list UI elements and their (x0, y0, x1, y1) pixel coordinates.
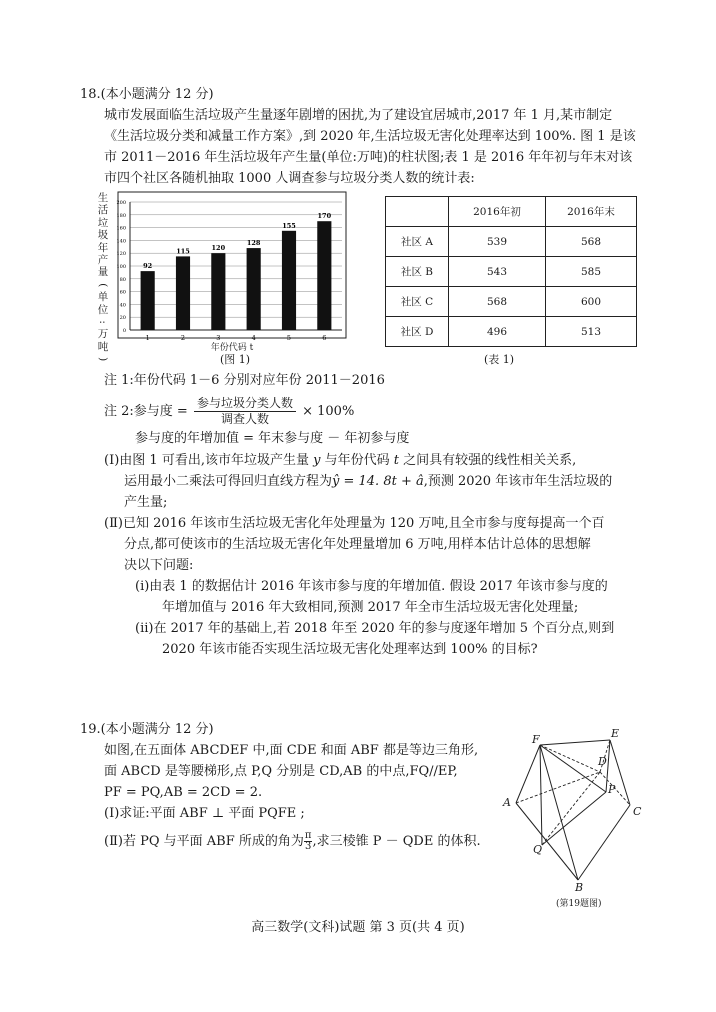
table-cell: 539 (449, 227, 546, 257)
note2-prefix: 注 2:参与度 = (104, 404, 188, 419)
table-cell: 社区 A (386, 227, 449, 257)
y-tick-label: 80 (119, 276, 126, 283)
note1: 注 1:年份代码 1－6 分别对应年份 2011－2016 (104, 373, 385, 388)
bar-data-label: 155 (282, 221, 296, 230)
q18-part1-text: 与年份代码 (320, 453, 394, 468)
edge-BC (578, 805, 630, 880)
edge-FE (540, 740, 610, 745)
label-F: F (532, 733, 540, 746)
bar (247, 248, 261, 330)
q18-part1-text: 之间具有较强的线性相关关系, (398, 453, 577, 468)
bar-data-label: 170 (317, 212, 332, 221)
figure19-caption: (第19题图) (556, 899, 602, 909)
edge-FP (540, 745, 606, 792)
table-row (386, 227, 637, 257)
q19-part1: (Ⅰ)求证:平面 ABF ⊥ 平面 PQFE ; (104, 806, 305, 821)
y-tick-label: 20 (119, 315, 126, 322)
y-tick-label: 120 (116, 251, 126, 258)
q18-header: 18.(本小题满分 12 分) (80, 87, 214, 102)
q19-header: 19.(本小题满分 12 分) (80, 722, 214, 737)
y-tick-label: 140 (116, 238, 126, 245)
x-tick-label: 3 (216, 334, 221, 342)
table1 (385, 196, 637, 347)
label-Q: Q (533, 843, 543, 856)
q18-sub1-line: (ⅰ)由表 1 的数据估计 2016 年该市参与度的年增加值. 假设 2017 年该市参与度的 (135, 579, 608, 594)
q18-part2-line: 决以下问题: (124, 558, 194, 573)
x-tick-label: 5 (286, 334, 292, 342)
label-B: B (575, 881, 584, 894)
table-cell: 2016年初 (449, 197, 546, 227)
bar-chart-figure1 (90, 188, 360, 353)
var-y: y (313, 453, 321, 468)
q18-part1-text: ,预测 2020 年该市年生活垃圾的 (423, 474, 613, 489)
table-cell: 社区 D (386, 317, 449, 347)
q18-part1-text: 运用最小二乘法可得回归直线方程为 (124, 474, 333, 489)
bar (141, 271, 155, 330)
table-row (386, 287, 637, 317)
q18-para-line: 《生活垃圾分类和减量工作方案》,到 2020 年,生活垃圾无害化处理率达到 100%. 图 1 是该 (104, 129, 636, 144)
table-row (386, 257, 637, 287)
bar (176, 256, 190, 330)
q19-line: PF = PQ,AB = 2CD = 2. (104, 785, 263, 800)
bar-data-label: 120 (211, 244, 226, 253)
bar-data-label: 128 (246, 239, 261, 248)
q18-part1-text: (Ⅰ)由图 1 可看出,该市年垃圾产生量 (104, 453, 314, 468)
table-cell: 社区 B (386, 257, 449, 287)
q18-part2-line: (Ⅱ)已知 2016 年该市生活垃圾无害化年处理量为 120 万吨,且全市参与度每提高一个百 (104, 516, 605, 531)
y-tick-label: 200 (116, 200, 126, 206)
note2 (104, 396, 354, 428)
page-footer: 高三数学(文科)试题 第 3 页(共 4 页) (251, 920, 465, 935)
q19-part2-text: ,求三棱锥 P － QDE 的体积. (312, 834, 481, 849)
edge-FQ (540, 745, 542, 845)
table1-caption: (表 1) (484, 353, 515, 366)
q18-para-line: 城市发展面临生活垃圾产生量逐年剧增的困扰,为了建设宜居城市,2017 年 1 月,某市制定 (104, 108, 613, 123)
table-cell: 600 (546, 287, 637, 317)
note2-numerator: 参与垃圾分类人数 (194, 396, 296, 412)
note3: 参与度的年增加值 = 年末参与度 － 年初参与度 (135, 431, 410, 446)
q18-para-line: 市 2011－2016 年生活垃圾年产生量(单位:万吨)的柱状图;表 1 是 2016 年年初与年末对该 (104, 150, 633, 165)
bar-data-label: 115 (176, 247, 190, 256)
y-tick-label: 180 (116, 212, 126, 219)
edge-FB (540, 745, 578, 880)
bar-data-label: 92 (143, 262, 153, 271)
pentahedron-figure (500, 725, 650, 895)
table-cell: 568 (546, 227, 637, 257)
y-tick-label: 60 (119, 289, 126, 296)
table-cell: 2016年末 (546, 197, 637, 227)
q18-sub2-line: 2020 年该市能否实现生活垃圾无害化处理率达到 100% 的目标? (162, 642, 538, 657)
x-tick-label: 4 (251, 334, 256, 342)
edge-QP (542, 792, 606, 845)
label-C: C (633, 805, 642, 818)
y-tick-label: 0 (122, 328, 126, 334)
bar (211, 253, 225, 330)
table-cell (386, 197, 449, 227)
note2-fraction (194, 396, 296, 427)
note2-suffix: × 100% (302, 404, 355, 419)
table-cell: 496 (449, 317, 546, 347)
q19-part2-text: (Ⅱ)若 PQ 与平面 ABF 所成的角为 (104, 834, 304, 849)
q18-sub2-line: (ⅱ)在 2017 年的基础上,若 2018 年至 2020 年的参与度逐年增加 5 个百分点,则到 (135, 621, 615, 636)
label-E: E (611, 727, 620, 740)
y-tick-label: 40 (119, 302, 126, 309)
x-tick-label: 2 (180, 334, 186, 342)
label-A: A (503, 796, 511, 809)
y-tick-label: 160 (116, 225, 126, 232)
table-cell: 543 (449, 257, 546, 287)
table-cell: 568 (449, 287, 546, 317)
fraction-numerator: π (304, 830, 312, 841)
chart-ylabel: 生 活 垃 圾 年 产 量 ( 单 位 : 万 吨 ) (97, 192, 110, 362)
x-tick-label: 1 (145, 334, 150, 342)
note2-denominator: 调查人数 (220, 412, 269, 426)
q18-part2-line: 分点,都可使该市的生活垃圾无害化年处理量增加 6 万吨,用样本估计总体的思想解 (124, 537, 591, 552)
chart-xlabel: 年份代码 t (210, 343, 254, 353)
q18-part1-line: 产生量; (124, 495, 168, 510)
table-cell: 社区 C (386, 287, 449, 317)
var-t: t (393, 453, 399, 468)
q19-part2 (104, 828, 481, 856)
table-header-row (386, 197, 637, 227)
q18-part1-line (104, 452, 576, 470)
table-cell: 513 (546, 317, 637, 347)
table-cell: 585 (546, 257, 637, 287)
edge-FA (516, 745, 540, 803)
bar (282, 231, 296, 330)
regression-equation: ŷ = 14. 8t + â (332, 474, 424, 489)
q18-sub1-line: 年增加值与 2016 年大致相同,预测 2017 年全市生活垃圾无害化处理量; (162, 600, 579, 615)
label-D: D (598, 755, 607, 768)
fraction-denominator: 3 (304, 841, 312, 852)
x-tick-label: 6 (322, 334, 327, 342)
edge-AD (516, 772, 600, 803)
q19-line: 如图,在五面体 ABCDEF 中,面 CDE 和面 ABF 都是等边三角形, (104, 743, 479, 758)
y-tick-label: 100 (116, 264, 126, 270)
label-P: P (608, 783, 616, 796)
figure1-caption: (图 1) (220, 353, 251, 366)
q19-line: 面 ABCD 是等腰梯形,点 P,Q 分别是 CD,AB 的中点,FQ//EP, (104, 764, 458, 779)
edge-FD (540, 745, 600, 772)
table-row (386, 317, 637, 347)
q18-para-line: 市四个社区各随机抽取 1000 人调查参与垃圾分类人数的统计表: (104, 171, 475, 186)
q18-part1-line (124, 473, 612, 491)
bar (317, 221, 331, 330)
